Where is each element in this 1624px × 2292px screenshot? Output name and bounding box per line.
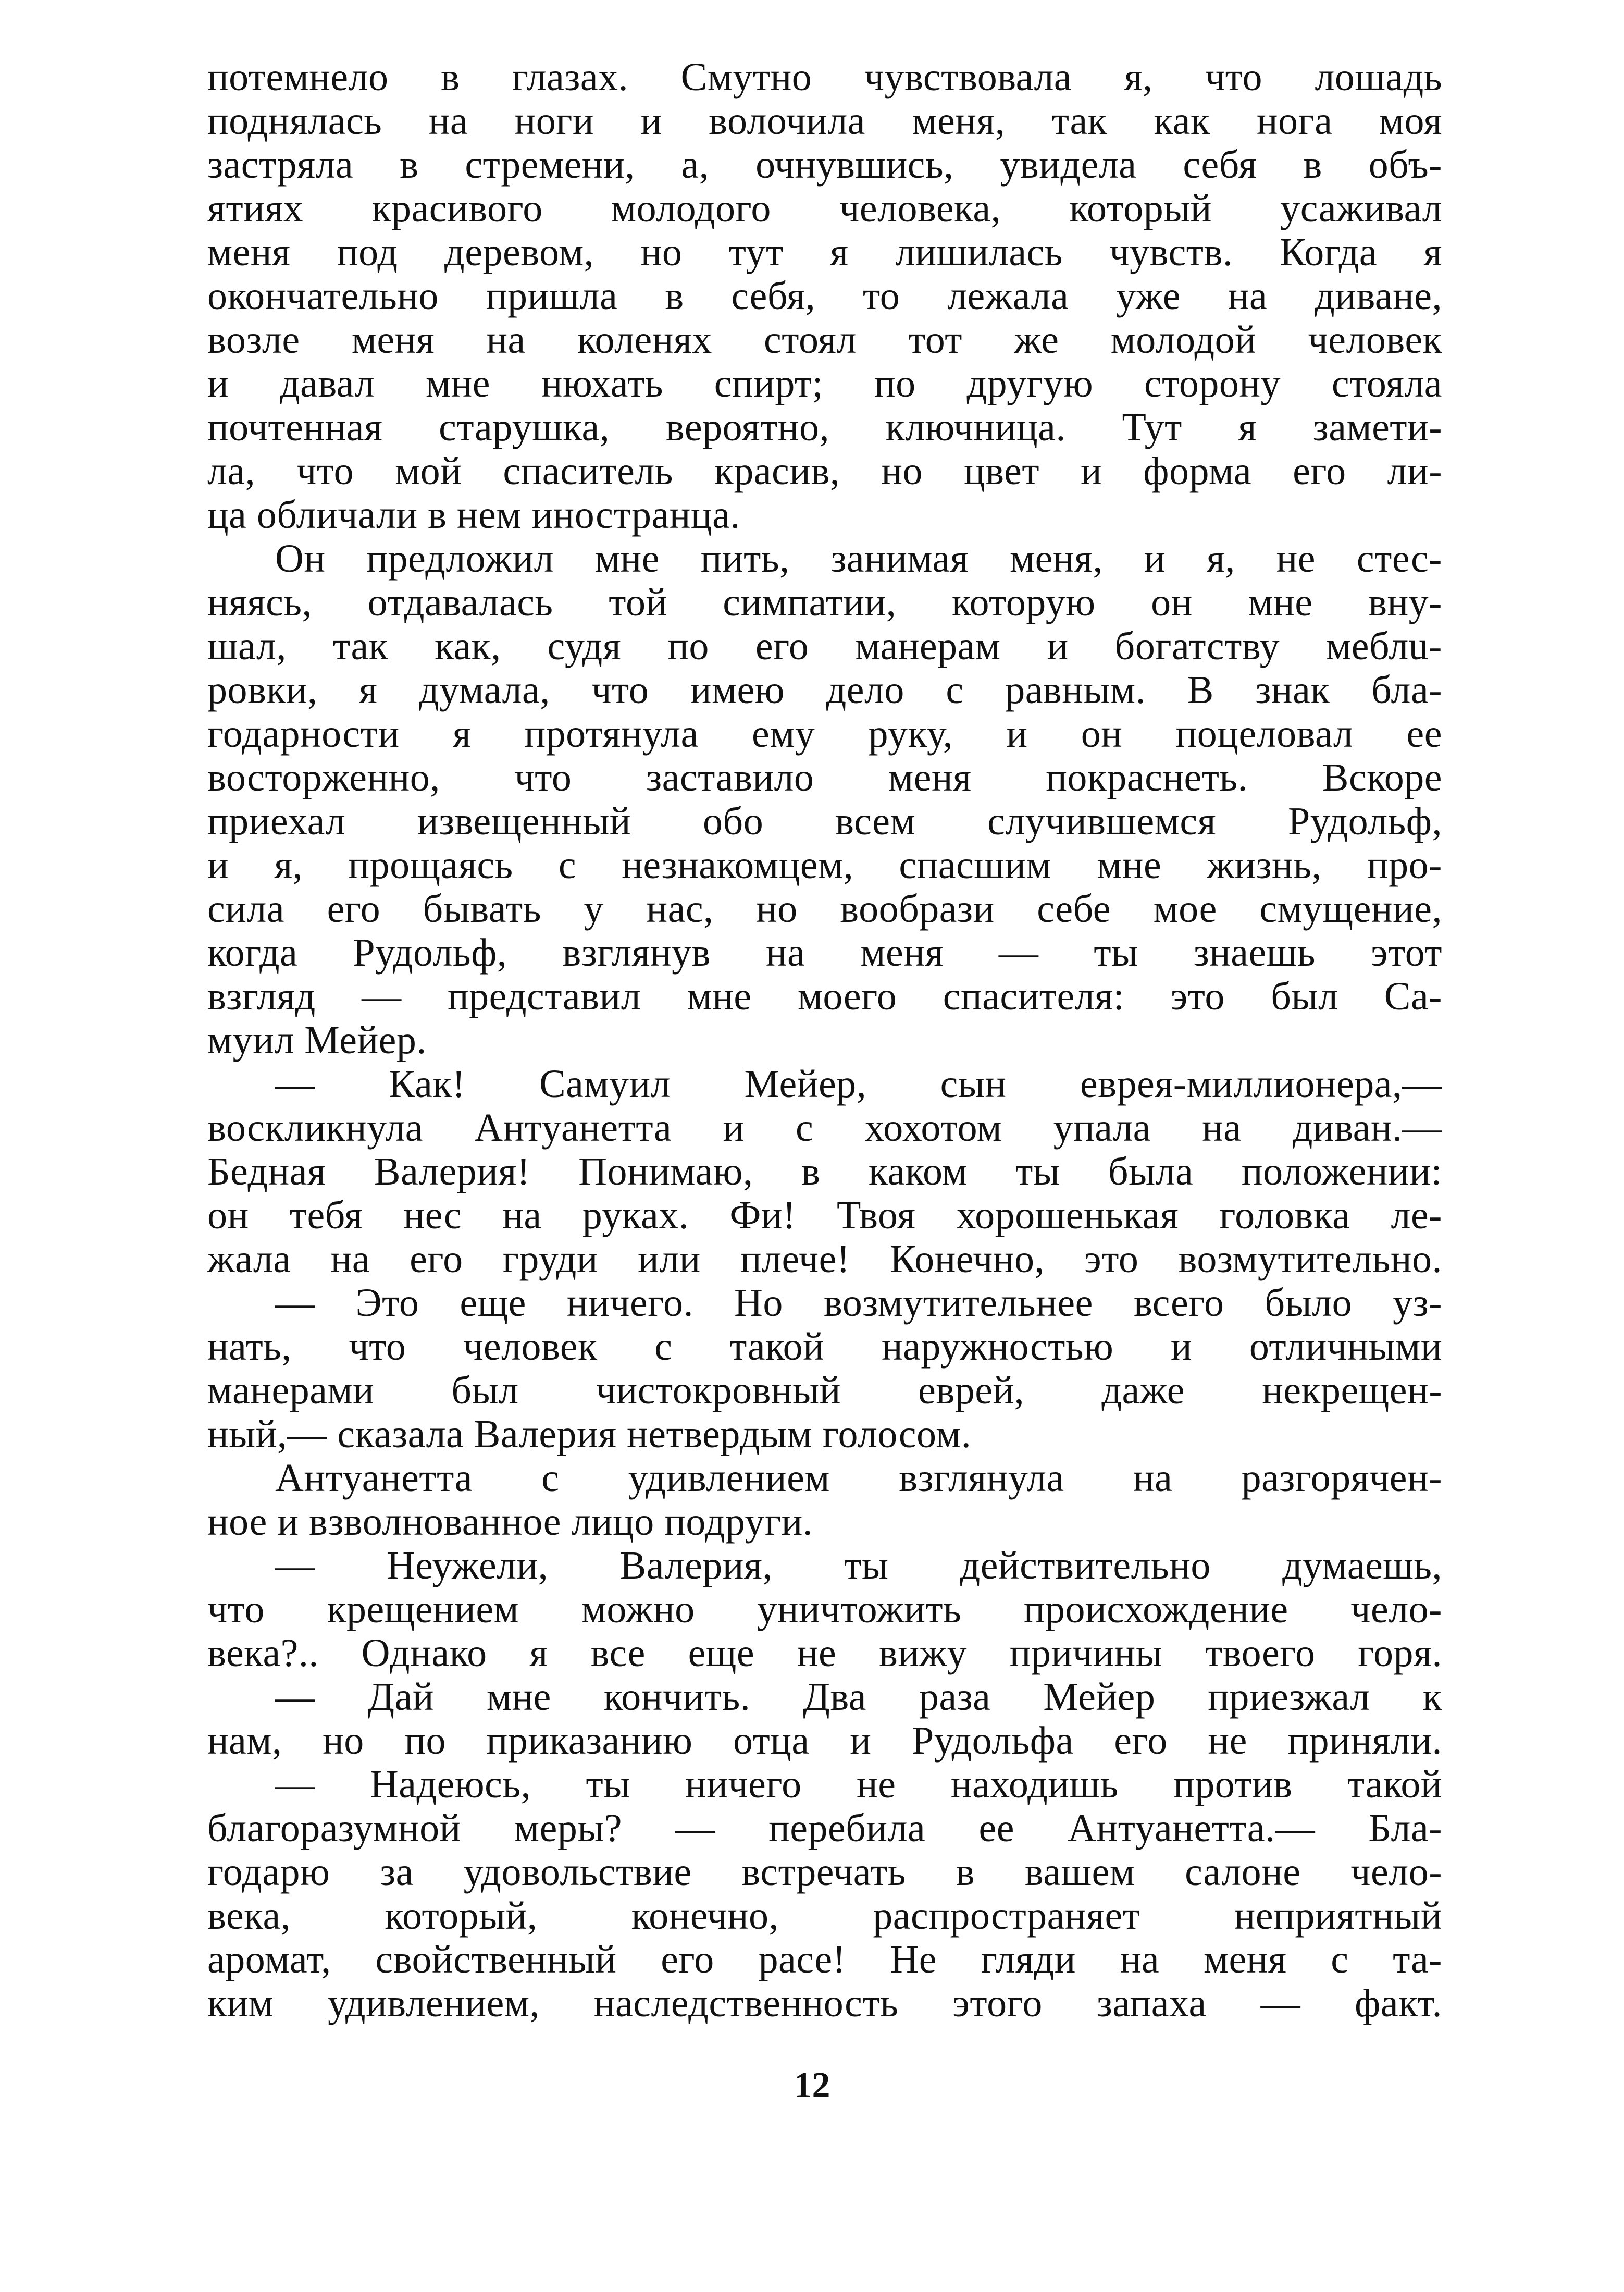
text-line: шал, так как, судя по его манерам и богатству меблu- bbox=[207, 624, 1442, 668]
text-line: поднялась на ноги и волочила меня, так как нога моя bbox=[207, 99, 1442, 143]
text-line: ровки, я думала, что имею дело с равным. В знак бла- bbox=[207, 668, 1442, 712]
text-line: потемнело в глазах. Смутно чувствовала я, что лошадь bbox=[207, 55, 1442, 99]
text-line: манерами был чистокровный еврей, даже некрещен- bbox=[207, 1369, 1442, 1412]
text-line: муил Мейер. bbox=[207, 1018, 427, 1062]
paragraph-start: Он предложил мне пить, занимая меня, и я, не стес- bbox=[275, 537, 1442, 581]
paragraph-start: — Как! Самуил Мейер, сын еврея-миллионера,— bbox=[275, 1062, 1442, 1106]
text-line: аромат, свойственный его расе! Не гляди на меня с та- bbox=[207, 1938, 1442, 1981]
text-line: возле меня на коленях стоял тот же молодой человек bbox=[207, 318, 1442, 362]
text-line: няясь, отдавалась той симпатии, которую он мне вну- bbox=[207, 581, 1442, 624]
text-line: почтенная старушка, вероятно, ключница. Тут я замети- bbox=[207, 405, 1442, 449]
paragraph-start: — Это еще ничего. Но возмутительнее всего было уз- bbox=[275, 1281, 1442, 1325]
text-line: жала на его груди или плече! Конечно, это возмутительно. bbox=[207, 1237, 1442, 1281]
text-line: что крещением можно уничтожить происхождение чело- bbox=[207, 1587, 1442, 1631]
text-line: ца обличали в нем иностранца. bbox=[207, 493, 740, 537]
text-line: благоразумной меры? — перебила ее Антуанетта.— Бла- bbox=[207, 1806, 1442, 1850]
text-line: ким удивлением, наследственность этого запаха — факт. bbox=[207, 1981, 1442, 2025]
text-line: ла, что мой спаситель красив, но цвет и форма его ли- bbox=[207, 449, 1442, 493]
text-line: ный,— сказала Валерия нетвердым голосом. bbox=[207, 1412, 972, 1456]
text-line: восторженно, что заставило меня покраснеть. Вскоре bbox=[207, 756, 1442, 799]
text-line: застряла в стремени, а, очнувшись, увидела себя в объ- bbox=[207, 143, 1442, 187]
text-line: нам, но по приказанию отца и Рудольфа его не приняли. bbox=[207, 1719, 1442, 1763]
text-line: он тебя нес на руках. Фи! Твоя хорошенькая головка ле- bbox=[207, 1193, 1442, 1237]
text-line: когда Рудольф, взглянув на меня — ты знаешь этот bbox=[207, 931, 1442, 975]
text-line: воскликнула Антуанетта и с хохотом упала на диван.— bbox=[207, 1106, 1442, 1150]
text-line: нать, что человек с такой наружностью и отличными bbox=[207, 1325, 1442, 1369]
paragraph-start: — Дай мне кончить. Два раза Мейер приезжал к bbox=[275, 1675, 1442, 1719]
text-line: века, который, конечно, распространяет неприятный bbox=[207, 1894, 1442, 1938]
text-line: века?.. Однако я все еще не вижу причины твоего горя. bbox=[207, 1631, 1442, 1675]
text-line: и я, прощаясь с незнакомцем, спасшим мне жизнь, про- bbox=[207, 843, 1442, 887]
text-line: приехал извещенный обо всем случившемся Рудольф, bbox=[207, 799, 1442, 843]
text-line: взгляд — представил мне моего спасителя: это был Са- bbox=[207, 975, 1442, 1018]
text-line: сила его бывать у нас, но вообрази себе мое смущение, bbox=[207, 887, 1442, 931]
text-line: Бедная Валерия! Понимаю, в каком ты была положении: bbox=[207, 1150, 1442, 1193]
text-line: годарю за удовольствие встречать в вашем салоне чело- bbox=[207, 1850, 1442, 1894]
text-line: и давал мне нюхать спирт; по другую сторону стояла bbox=[207, 362, 1442, 405]
text-line: ное и взволнованное лицо подруги. bbox=[207, 1500, 813, 1544]
text-line: годарности я протянула ему руку, и он поцеловал ее bbox=[207, 712, 1442, 756]
paragraph-start: Антуанетта с удивлением взглянула на разгорячен- bbox=[275, 1456, 1442, 1500]
text-line: окончательно пришла в себя, то лежала уже на диване, bbox=[207, 274, 1442, 318]
text-line: ятиях красивого молодого человека, который усаживал bbox=[207, 187, 1442, 230]
text-line: меня под деревом, но тут я лишилась чувств. Когда я bbox=[207, 230, 1442, 274]
paragraph-start: — Надеюсь, ты ничего не находишь против такой bbox=[275, 1763, 1442, 1806]
page-number: 12 bbox=[794, 2065, 830, 2105]
paragraph-start: — Неужели, Валерия, ты действительно думаешь, bbox=[275, 1544, 1442, 1587]
